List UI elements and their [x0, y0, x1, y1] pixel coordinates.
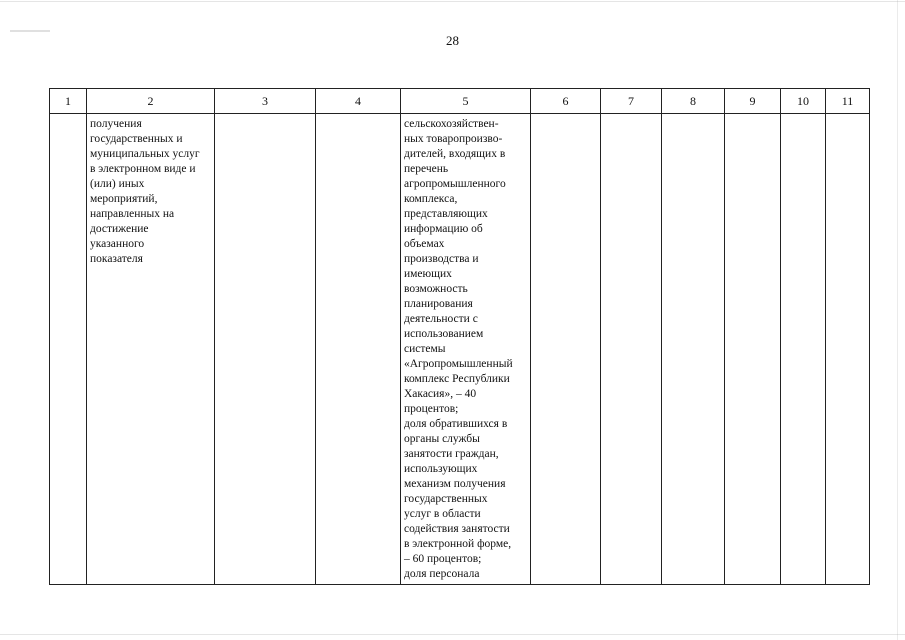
table-cell-col3 — [215, 114, 316, 585]
table-cell-col7 — [601, 114, 662, 585]
table-cell-col4 — [316, 114, 401, 585]
table-cell-col2 — [87, 114, 215, 585]
cell-text-line: возможность — [404, 283, 468, 295]
column-header: 3 — [215, 89, 316, 114]
cell-text-line: представляющих — [404, 208, 488, 220]
cell-text-line: перечень — [404, 163, 449, 175]
table-cell-col10 — [781, 114, 826, 585]
column-header: 1 — [50, 89, 87, 114]
cell-text-line: имеющих — [404, 268, 452, 280]
cell-text-line: использующих — [404, 463, 478, 475]
cell-text-line: занятости граждан, — [404, 448, 499, 460]
column-header: 8 — [662, 89, 725, 114]
cell-text-line: доля обратившихся в — [404, 418, 508, 430]
cell-text-line: Хакасия», – 40 — [404, 388, 477, 400]
cell-text-line: в электронном виде и — [90, 163, 196, 175]
cell-text-line: государственных и — [90, 133, 183, 145]
column-header: 10 — [781, 89, 826, 114]
column-header: 9 — [725, 89, 781, 114]
column-header: 6 — [531, 89, 601, 114]
cell-text-line: комплекса, — [404, 193, 458, 205]
cell-text-line: «Агропромышленный — [404, 358, 513, 370]
cell-text-line: планирования — [404, 298, 473, 310]
table-cell-col9 — [725, 114, 781, 585]
cell-text-line: ных товаропроизво- — [404, 133, 503, 145]
table-cell-col11 — [826, 114, 870, 585]
cell-text-line: направленных на — [90, 208, 175, 220]
table-row — [50, 114, 870, 585]
cell-text-line: информацию об — [404, 223, 483, 235]
cell-text-line: – 60 процентов; — [404, 553, 482, 565]
cell-text-line: содействия занятости — [404, 523, 510, 535]
cell-text-line: показателя — [90, 253, 143, 265]
table-cell-col6 — [531, 114, 601, 585]
col2-text — [87, 114, 214, 267]
table-cell-col8 — [662, 114, 725, 585]
cell-text-line: получения — [90, 118, 142, 130]
cell-text-line: муниципальных услуг — [90, 148, 200, 160]
scan-artifact-right — [897, 0, 898, 640]
page-number: 28 — [446, 33, 459, 48]
scan-artifact-top — [0, 1, 905, 2]
col5-text — [401, 114, 530, 582]
cell-text-line: (или) иных — [90, 178, 145, 190]
table-cell-col5 — [401, 114, 531, 585]
cell-text-line: использованием — [404, 328, 484, 340]
cell-text-line: деятельности с — [404, 313, 478, 325]
scan-artifact-bottom — [0, 634, 905, 635]
cell-text-line: в электронной форме, — [404, 538, 512, 550]
column-header: 11 — [826, 89, 870, 114]
column-header: 7 — [601, 89, 662, 114]
cell-text-line: системы — [404, 343, 446, 355]
cell-text-line: агропромышленного — [404, 178, 506, 190]
table-cell-col1 — [50, 114, 87, 585]
column-header: 5 — [401, 89, 531, 114]
column-header: 4 — [316, 89, 401, 114]
cell-text-line: услуг в области — [404, 508, 481, 520]
cell-text-line: механизм получения — [404, 478, 506, 490]
column-header: 2 — [87, 89, 215, 114]
cell-text-line: указанного — [90, 238, 145, 250]
cell-text-line: комплекс Республики — [404, 373, 510, 385]
cell-text-line: государственных — [404, 493, 488, 505]
cell-text-line: производства и — [404, 253, 479, 265]
cell-text-line: органы службы — [404, 433, 480, 445]
table-header-row — [50, 89, 870, 114]
cell-text-line: мероприятий, — [90, 193, 158, 205]
cell-text-line: объемах — [404, 238, 445, 250]
scan-artifact-left — [10, 30, 50, 32]
cell-text-line: процентов; — [404, 403, 459, 415]
data-table — [49, 88, 870, 585]
cell-text-line: дителей, входящих в — [404, 148, 506, 160]
cell-text-line: доля персонала — [404, 568, 480, 580]
cell-text-line: достижение — [90, 223, 149, 235]
cell-text-line: сельскохозяйствен- — [404, 118, 499, 130]
